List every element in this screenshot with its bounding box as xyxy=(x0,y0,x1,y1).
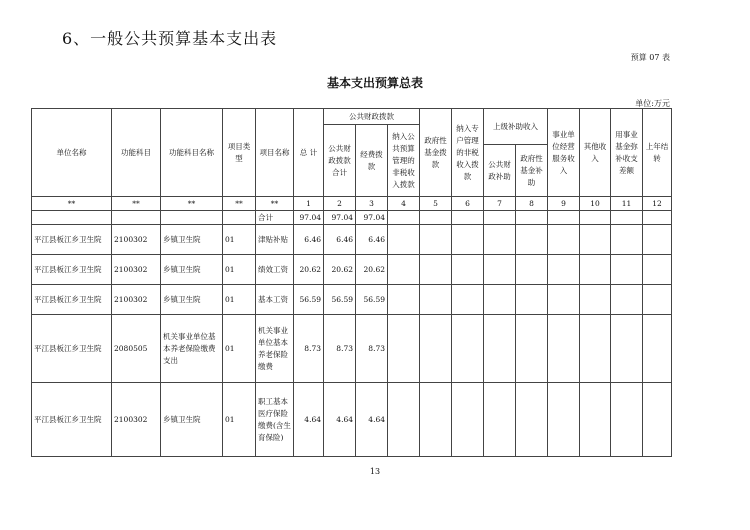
row-pf-total: 6.46 xyxy=(324,225,356,255)
row-pf-operating: 56.59 xyxy=(356,285,388,315)
row-pf-total: 4.64 xyxy=(324,383,356,457)
row-unit: 平江县板江乡卫生院 xyxy=(32,383,112,457)
index-cell: 12 xyxy=(643,197,672,211)
total-label: 合计 xyxy=(256,211,294,225)
row-unit: 平江县板江乡卫生院 xyxy=(32,225,112,255)
row-pf-total: 8.73 xyxy=(324,315,356,383)
index-cell: ** xyxy=(161,197,223,211)
row-type: 01 xyxy=(223,315,256,383)
header-business-income: 事业单位经营服务收入 xyxy=(548,109,580,197)
row-pf-operating: 8.73 xyxy=(356,315,388,383)
index-cell: ** xyxy=(223,197,256,211)
header-item-type: 项目类型 xyxy=(223,109,256,197)
row-item: 绩效工资 xyxy=(256,255,294,285)
row-func-name: 乡镇卫生院 xyxy=(161,255,223,285)
header-special-nontax: 纳入专户管理的非税收入拨款 xyxy=(452,109,484,197)
row-item: 基本工资 xyxy=(256,285,294,315)
row-pf-operating: 6.46 xyxy=(356,225,388,255)
budget-table xyxy=(31,108,672,457)
index-cell: 11 xyxy=(611,197,643,211)
header-pf-operating: 经费拨款 xyxy=(356,125,388,197)
row-pf-operating: 20.62 xyxy=(356,255,388,285)
row-unit: 平江县板江乡卫生院 xyxy=(32,315,112,383)
index-cell: 5 xyxy=(420,197,452,211)
unit-label: 单位:万元 xyxy=(635,99,670,108)
header-higher-subsidy: 上级补助收入 xyxy=(484,109,548,145)
table-row xyxy=(32,255,672,285)
header-gov-fund-subsidy: 政府性基金补助 xyxy=(516,145,548,197)
row-func-code: 2080505 xyxy=(112,315,161,383)
section-heading: 6、一般公共预算基本支出表 xyxy=(62,29,278,48)
row-func-name: 机关事业单位基本养老保险缴费支出 xyxy=(161,315,223,383)
index-cell: 7 xyxy=(484,197,516,211)
header-pf-total: 公共财政拨款合计 xyxy=(324,125,356,197)
index-cell: 8 xyxy=(516,197,548,211)
row-pf-operating: 4.64 xyxy=(356,383,388,457)
table-row xyxy=(32,285,672,315)
table-code: 预算 07 表 xyxy=(630,53,670,62)
row-func-name: 乡镇卫生院 xyxy=(161,383,223,457)
header-func-code: 功能科目 xyxy=(112,109,161,197)
index-cell: 6 xyxy=(452,197,484,211)
header-reserve-fund: 用事业基金弥补收支差额 xyxy=(611,109,643,197)
row-type: 01 xyxy=(223,255,256,285)
row-type: 01 xyxy=(223,285,256,315)
row-func-name: 乡镇卫生院 xyxy=(161,225,223,255)
header-fin-subsidy: 公共财政补助 xyxy=(484,145,516,197)
row-func-code: 2100302 xyxy=(112,255,161,285)
index-cell: 3 xyxy=(356,197,388,211)
table-row xyxy=(32,315,672,383)
index-cell: 10 xyxy=(580,197,611,211)
header-row-1 xyxy=(32,109,672,125)
header-gov-fund: 政府性基金拨款 xyxy=(420,109,452,197)
row-item: 津贴补贴 xyxy=(256,225,294,255)
header-unit-name: 单位名称 xyxy=(32,109,112,197)
row-type: 01 xyxy=(223,225,256,255)
row-item: 职工基本医疗保险缴费(含生育保险) xyxy=(256,383,294,457)
total-row xyxy=(32,211,672,225)
row-pf-total: 20.62 xyxy=(324,255,356,285)
table-title: 基本支出预算总表 xyxy=(326,76,423,90)
row-func-code: 2100302 xyxy=(112,225,161,255)
index-cell: 9 xyxy=(548,197,580,211)
row-func-code: 2100302 xyxy=(112,383,161,457)
row-pf-total: 56.59 xyxy=(324,285,356,315)
total-value: 97.04 xyxy=(294,211,324,225)
page-number: 13 xyxy=(369,467,381,476)
index-cell: 2 xyxy=(324,197,356,211)
row-item: 机关事业单位基本养老保险缴费 xyxy=(256,315,294,383)
header-other-income: 其他收入 xyxy=(580,109,611,197)
row-total: 8.73 xyxy=(294,315,324,383)
header-func-name: 功能科目名称 xyxy=(161,109,223,197)
row-unit: 平江县板江乡卫生院 xyxy=(32,255,112,285)
row-total: 4.64 xyxy=(294,383,324,457)
header-item-name: 项目名称 xyxy=(256,109,294,197)
header-carryover: 上年结转 xyxy=(643,109,672,197)
total-pf-operating: 97.04 xyxy=(356,211,388,225)
row-unit: 平江县板江乡卫生院 xyxy=(32,285,112,315)
row-type: 01 xyxy=(223,383,256,457)
index-cell: ** xyxy=(32,197,112,211)
row-total: 6.46 xyxy=(294,225,324,255)
header-pf-nontax: 纳入公共预算管理的非税收入拨款 xyxy=(388,125,420,197)
table-row xyxy=(32,225,672,255)
table-row xyxy=(32,383,672,457)
row-total: 56.59 xyxy=(294,285,324,315)
index-cell: ** xyxy=(256,197,294,211)
row-func-code: 2100302 xyxy=(112,285,161,315)
index-row xyxy=(32,197,672,211)
header-total: 总 计 xyxy=(294,109,324,197)
row-func-name: 乡镇卫生院 xyxy=(161,285,223,315)
index-cell: 1 xyxy=(294,197,324,211)
total-pf-total: 97.04 xyxy=(324,211,356,225)
row-total: 20.62 xyxy=(294,255,324,285)
header-public-finance: 公共财政拨款 xyxy=(324,109,420,125)
index-cell: 4 xyxy=(388,197,420,211)
index-cell: ** xyxy=(112,197,161,211)
